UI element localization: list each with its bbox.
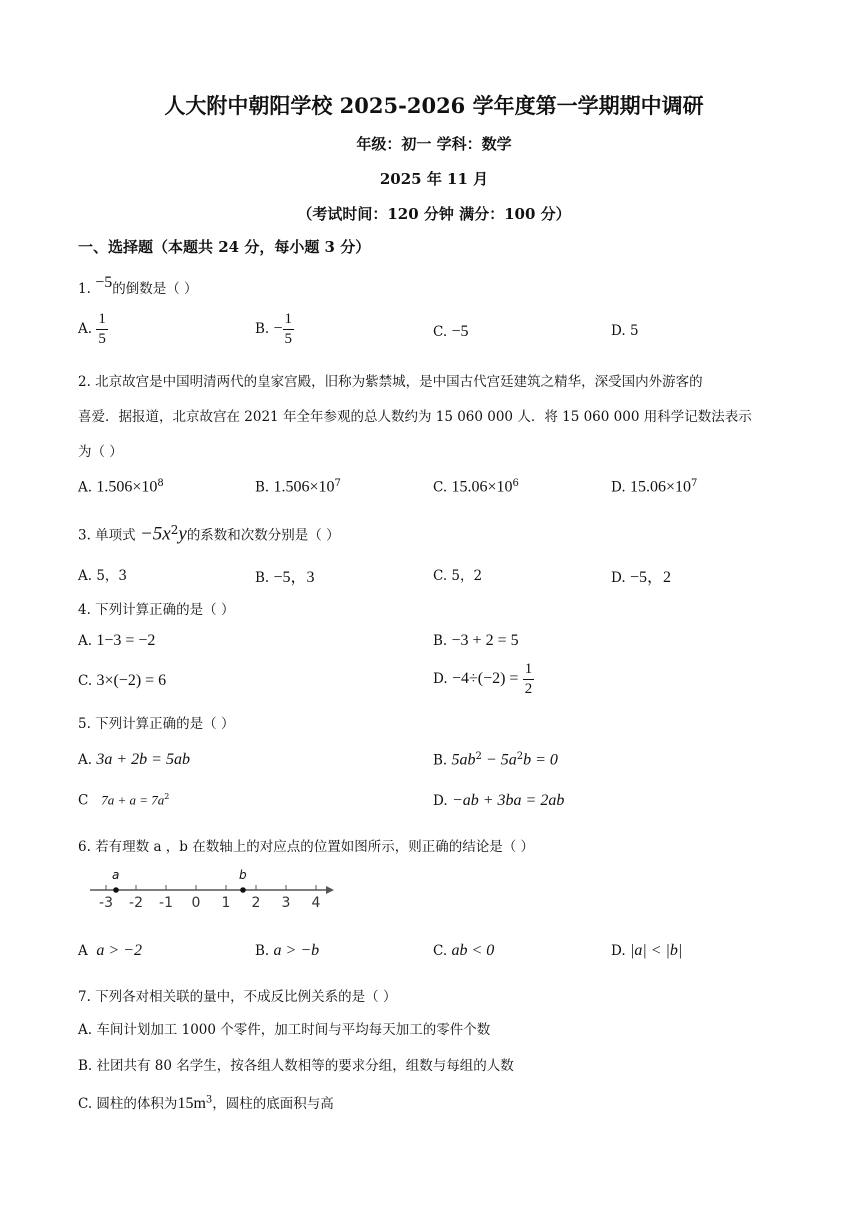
axis-tick-label: 1	[221, 895, 231, 911]
option-value: 3a + 2b = 5ab	[96, 751, 190, 768]
option-label: B.	[255, 943, 270, 959]
fraction	[96, 312, 108, 347]
exam-info: （考试时间：120 分钟 满分：100 分）	[297, 205, 571, 223]
option-value: 5	[629, 323, 639, 339]
option-value: 15m	[177, 1095, 206, 1112]
option-label: B.	[255, 479, 270, 496]
option-label: C.	[433, 479, 448, 496]
q1-expression: −5	[95, 274, 113, 291]
axis-arrow	[326, 886, 334, 894]
number-line-svg	[88, 870, 338, 915]
q3-text: 的系数和次数分别是（ ）	[186, 527, 340, 544]
fraction	[283, 312, 295, 347]
fraction	[523, 662, 535, 697]
numerator: 1	[96, 312, 108, 330]
q3-option-c: C. 5，2	[433, 568, 483, 584]
q5-option-d	[433, 792, 564, 810]
q5-option-a	[78, 751, 190, 769]
option-value: 1.506×10	[273, 478, 335, 496]
minus-sign: −	[273, 320, 283, 337]
denominator: 5	[98, 331, 106, 347]
option-value: − 5a	[481, 751, 517, 769]
option-value: a > −b	[273, 942, 320, 959]
option-label: C	[78, 792, 89, 809]
option-value: 7a + a = 7a	[101, 792, 165, 808]
option-label: B.	[433, 633, 448, 649]
exponent: 2	[475, 751, 482, 762]
q1-text: 的倒数是（ ）	[112, 281, 198, 297]
axis-tick-label: -1	[159, 895, 173, 911]
axis-tick-label: 0	[191, 895, 201, 911]
option-label: B.	[255, 321, 270, 337]
option-value: 15.06×10	[629, 478, 691, 496]
point-b	[240, 887, 246, 893]
option-value: −ab + 3ba = 2ab	[451, 792, 565, 809]
exponent: 2	[164, 792, 170, 801]
point-b-label: b	[239, 868, 247, 882]
option-label: A.	[78, 752, 93, 768]
q2-line-3: 为（ ）	[78, 444, 123, 460]
numerator: 1	[523, 662, 535, 680]
q7-option-c	[78, 1092, 334, 1113]
q4-option-c	[78, 672, 166, 690]
q2-option-a	[78, 478, 164, 497]
q2-option-c	[433, 478, 519, 497]
option-value: 15.06×10	[451, 478, 513, 496]
exam-date: 2025 年 11 月	[379, 170, 489, 188]
q3-expression: −5x	[139, 523, 171, 545]
q4-option-a	[78, 632, 155, 650]
q1-option-a	[78, 312, 108, 347]
option-value: 3×(−2) = 6	[96, 672, 167, 689]
denominator: 5	[284, 331, 293, 347]
option-label: D.	[611, 323, 626, 339]
option-label: C.	[433, 324, 448, 340]
q7-option-a: A. 车间计划加工 1000 个零件，加工时间与平均每天加工的零件个数	[78, 1022, 491, 1038]
q1-number: 1.	[78, 281, 91, 297]
q3-option-b	[255, 564, 315, 587]
option-value: −4÷(−2) =	[451, 670, 519, 687]
q6-option-a	[78, 942, 142, 960]
option-value: |a| < |b|	[629, 942, 683, 959]
q5-stem: 5. 下列计算正确的是（ ）	[78, 716, 235, 732]
q6-option-b	[255, 942, 319, 960]
option-value: 1.506×10	[96, 478, 158, 496]
q5-option-b	[433, 751, 558, 770]
q1-option-c	[433, 323, 468, 341]
section-heading: 一、选择题（本题共 24 分，每小题 3 分）	[78, 238, 371, 256]
exponent: 7	[334, 478, 341, 489]
q7-option-b: B. 社团共有 80 名学生，按各组人数相等的要求分组，组数与每组的人数	[78, 1058, 514, 1074]
option-label: C.	[78, 673, 93, 689]
option-label: A.	[78, 321, 93, 337]
point-a-label: a	[112, 868, 120, 882]
option-label: D.	[433, 671, 448, 687]
option-value: −5，2	[629, 569, 671, 586]
q7-stem: 7. 下列各对相关联的量中，不成反比例关系的是（ ）	[78, 989, 397, 1005]
exponent: 2	[170, 523, 179, 537]
page-title: 人大附中朝阳学校 2025-2026 学年度第一学期期中调研	[164, 93, 704, 118]
point-a	[113, 887, 119, 893]
axis-tick-label: 4	[311, 895, 321, 911]
axis-tick-label: 3	[281, 895, 291, 911]
q3-option-a: A. 5，3	[78, 568, 128, 584]
q5-option-c	[78, 792, 169, 809]
option-value: 1−3 = −2	[96, 632, 156, 649]
q1-option-b	[255, 312, 294, 347]
q4-option-b	[433, 632, 519, 650]
option-label: D.	[611, 943, 626, 959]
q6-option-c	[433, 942, 494, 960]
question-1	[78, 274, 198, 298]
q3-number: 3. 单项式	[78, 527, 136, 544]
option-value: −5，3	[273, 569, 315, 586]
option-text: C. 圆柱的体积为	[78, 1096, 178, 1112]
option-label: B.	[255, 570, 270, 586]
number-line	[88, 870, 338, 915]
option-label: C.	[433, 943, 448, 959]
q3-option-d	[611, 564, 671, 587]
axis-tick-label: 2	[251, 895, 261, 911]
q6-stem: 6. 若有理数 a ，b 在数轴上的对应点的位置如图所示，则正确的结论是（ ）	[78, 839, 535, 855]
q2-option-b	[255, 478, 341, 497]
option-value: ab < 0	[451, 942, 495, 959]
option-value: −3 + 2 = 5	[451, 632, 519, 649]
option-label: D.	[611, 570, 626, 586]
option-value: 5ab	[451, 751, 476, 769]
question-3	[78, 523, 340, 546]
q2-option-d	[611, 478, 697, 497]
option-label: A.	[78, 633, 93, 649]
exponent: 3	[205, 1094, 213, 1106]
axis-tick-label: -3	[99, 895, 113, 911]
q2-line-1: 2. 北京故宫是中国明清两代的皇家宫殿，旧称为紫禁城，是中国古代宫廷建筑之精华，深受国内外游客的	[78, 374, 703, 390]
option-text: ，圆柱的底面积与高	[212, 1096, 334, 1112]
axis-tick-label: -2	[129, 895, 143, 911]
exponent: 8	[157, 478, 164, 489]
option-value: −5	[451, 323, 469, 340]
option-label: A	[78, 943, 88, 959]
option-label: A.	[78, 479, 93, 496]
q4-option-d	[433, 662, 534, 697]
numerator: 1	[283, 312, 295, 330]
exponent: 6	[512, 478, 519, 489]
q4-stem: 4. 下列计算正确的是（ ）	[78, 602, 235, 618]
exponent: 7	[690, 478, 698, 489]
q1-option-d	[611, 323, 639, 339]
q6-option-d	[611, 942, 682, 960]
option-value: a > −2	[96, 942, 142, 959]
q2-line-2: 喜爱．据报道，北京故宫在 2021 年全年参观的总人数约为 15 060 000 人．将 15 060 000 用科学记数法表示	[78, 409, 752, 425]
grade-subject-line: 年级：初一 学科：数学	[356, 135, 512, 153]
exponent: 2	[516, 751, 524, 762]
q3-expression-var: y	[178, 523, 187, 545]
option-value: b = 0	[523, 751, 558, 769]
option-label: D.	[433, 793, 448, 809]
option-label: B.	[433, 752, 448, 769]
option-label: D.	[611, 479, 626, 496]
denominator: 2	[524, 681, 533, 697]
